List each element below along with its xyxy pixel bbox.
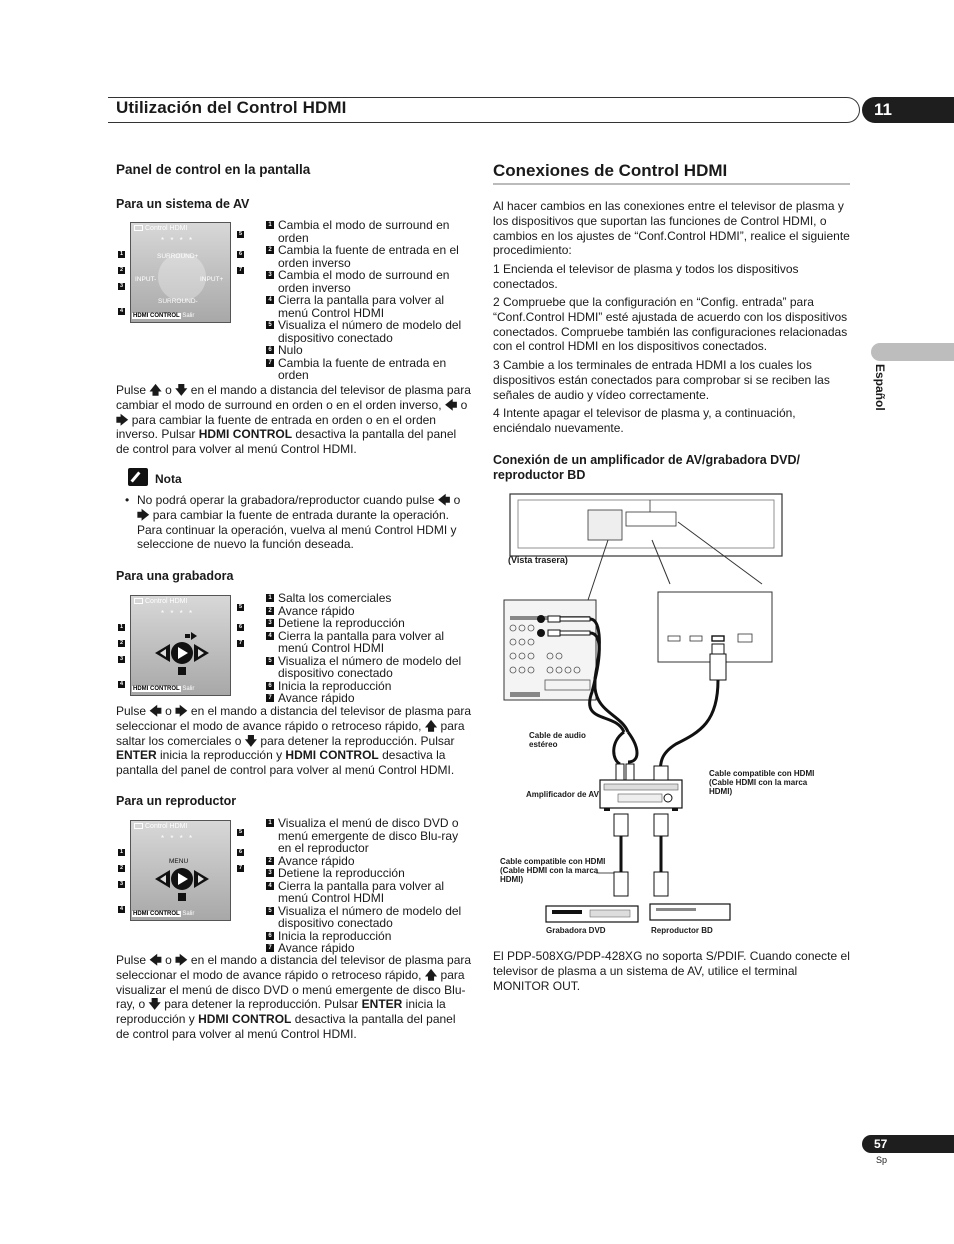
playback-controls-icon: [151, 626, 213, 678]
legend-number: 4: [266, 632, 274, 640]
legend-item: [266, 880, 466, 905]
language-label: Español: [873, 364, 887, 411]
legend-item: [266, 294, 466, 319]
legend-number: 5: [266, 657, 274, 665]
note-title: Nota: [155, 472, 182, 486]
legend-text: Avance rápido: [278, 691, 355, 705]
menu-label: MENU: [169, 858, 189, 865]
av-paragraph: Pulse 🡅 o 🡇 en el mando a distancia del televisor de plasma para cambiar el modo de surround en orden o en el orden inverso, 🡄 o 🡆 para cambiar la fuente de entrada en orden o en el orden inverso. Pulsar HDMI CONTROL desactiva la pantalla del panel de control para volver al menú Control HDMI.: [116, 383, 471, 457]
step-4: 4 Intente apagar el televisor de plasma y, a continuación, enciéndalo nuevamente.: [493, 406, 796, 435]
legend-text: Visualiza el número de modelo del dispositivo conectado: [278, 653, 462, 680]
up-arrow-icon: 🡅: [149, 383, 162, 397]
tv-icon: [134, 823, 143, 829]
legend-number: 3: [266, 619, 274, 627]
av-control-panel: [130, 222, 231, 323]
left-arrow-icon: 🡄: [149, 953, 162, 967]
player-title: Para un reproductor: [116, 794, 237, 808]
player-paragraph: Pulse 🡄 o 🡆 en el mando a distancia del televisor de plasma para seleccionar el modo de avance rápido o retroceso rápido, 🡅 para visualizar el menú de disco DVD o menú emergente de disco Blu-ray, o 🡇 para detener la reproducción. Pulsar ENTER inicia la reproducción y HDMI CONTROL desactiva la pantalla del panel de control para volver al menú Control HDMI.: [116, 953, 472, 1041]
recorder-legend: [266, 592, 466, 705]
tv-icon: [134, 598, 143, 604]
legend-text: Avance rápido: [278, 941, 355, 955]
playback-controls-icon: [151, 857, 213, 909]
legend-item: [266, 817, 466, 855]
legend-number: 2: [266, 246, 274, 254]
down-arrow-icon: 🡇: [244, 733, 258, 748]
surround-minus-label: SURROUND-: [158, 298, 198, 305]
bd-player-label: Reproductor BD: [651, 926, 713, 935]
legend-text: Detiene la reproducción: [278, 866, 405, 880]
recorder-control-panel: Control HDMI * * * * HDMI CONTROL Salir: [130, 595, 231, 696]
intro-paragraph: Al hacer cambios en las conexiones entre el televisor de plasma y los dispositivos que suportan las funciones de Control HDMI, o cambios en los ajustes de “Conf.Control HDMI”, realice el siguiente procedimiento:: [493, 199, 850, 258]
recorder-title: Para una grabadora: [116, 569, 234, 583]
left-arrow-icon: 🡄: [437, 493, 451, 507]
legend-text: Inicia la reproducción: [278, 678, 392, 693]
input-plus-label: INPUT+: [200, 276, 224, 283]
connection-subtitle: Conexión de un amplificador de AV/grabadora DVD/ reproductor BD: [493, 453, 800, 482]
step-1: 1 Encienda el televisor de plasma y todos los dispositivos conectados.: [493, 262, 799, 291]
legend-text: Cambia la fuente de entrada en el orden inverso: [278, 243, 459, 270]
legend-number: 1: [266, 221, 274, 229]
legend-number: 3: [266, 869, 274, 877]
section-title: Panel de control en la pantalla: [116, 162, 311, 177]
note-pencil-icon: [128, 468, 148, 486]
legend-text: Cambia el modo de surround en orden: [278, 218, 450, 245]
legend-item: [266, 244, 466, 269]
legend-item: [266, 269, 466, 294]
recorder-paragraph: Pulse 🡄 o 🡆 en el mando a distancia del televisor de plasma para seleccionar el modo de avance rápido o retroceso rápido, 🡅 para saltar los comerciales o 🡇 para detener la reproducción. Pulsar ENTER inicia la reproducción y HDMI CONTROL desactiva la pantalla del panel de control para volver al menú Control HDMI.: [116, 704, 472, 778]
legend-number: 5: [266, 907, 274, 915]
panel-title: Control HDMI: [145, 225, 188, 232]
up-arrow-icon: 🡅: [424, 967, 438, 982]
legend-number: 7: [266, 694, 274, 702]
down-arrow-icon: 🡇: [175, 383, 188, 397]
legend-number: 5: [266, 321, 274, 329]
legend-text: Avance rápido: [278, 853, 355, 868]
legend-item: [266, 905, 466, 930]
legend-item: [266, 655, 466, 680]
input-minus-label: INPUT-: [135, 276, 157, 283]
title-rule: [493, 183, 850, 185]
legend-number: 2: [266, 607, 274, 615]
legend-text: Inicia la reproducción: [278, 928, 392, 943]
right-arrow-icon: 🡆: [137, 507, 150, 522]
legend-item: [266, 692, 466, 705]
step-2: 2 Compruebe que la configuración en “Config. entrada” para “Conf.Control HDMI” esté ajustada de acuerdo con los dispositivos conectados. Compruebe también las configuraciones relacionadas con el control HDMI en los dispositivos conectados.: [493, 295, 848, 354]
step-3: 3 Cambie a los terminales de entrada HDMI a los cuales los dispositivos están conectados para comprobar si se reciben las señales de audio y vídeo correctamente.: [493, 358, 830, 402]
down-arrow-icon: 🡇: [148, 997, 161, 1012]
legend-number: 1: [266, 819, 274, 827]
legend-number: 4: [266, 296, 274, 304]
legend-text: Cierra la pantalla para volver al menú Control HDMI: [278, 628, 445, 655]
language-tab: [871, 343, 954, 361]
legend-number: 2: [266, 857, 274, 865]
legend-text: Cierra la pantalla para volver al menú Control HDMI: [278, 293, 445, 320]
player-legend: [266, 817, 466, 955]
language-code: Sp: [876, 1155, 888, 1165]
up-arrow-icon: 🡅: [424, 718, 438, 733]
av-title: Para un sistema de AV: [116, 197, 250, 211]
audio-cable-label: Cable de audio estéreo: [529, 731, 586, 749]
legend-item: [266, 630, 466, 655]
dvd-recorder-label: Grabadora DVD: [546, 926, 606, 935]
note-text: • No podrá operar la grabadora/reproductor cuando pulse 🡄 o 🡆 para cambiar la fuente de entrada durante la operación. Para continuar la operación, vuelva al menú Control HDMI y seleccione de nuevo la función deseada.: [125, 493, 461, 552]
amplifier-label: Amplificador de AV: [526, 790, 599, 799]
connections-title: Conexiones de Control HDMI: [493, 161, 728, 180]
surround-plus-label: SURROUND+: [157, 253, 199, 260]
legend-number: 7: [266, 944, 274, 952]
legend-item: [266, 219, 466, 244]
right-arrow-icon: 🡆: [175, 953, 188, 967]
page-header-title: Utilización del Control HDMI: [116, 98, 347, 117]
legend-text: Cambia el modo de surround en orden inverso: [278, 268, 450, 295]
legend-text: Visualiza el número de modelo del dispositivo conectado: [278, 318, 462, 345]
tv-icon: [134, 225, 143, 231]
legend-text: Avance rápido: [278, 603, 355, 618]
exit-label: Salir: [182, 312, 195, 319]
legend-text: Cambia la fuente de entrada en orden: [278, 355, 447, 382]
legend-number: 4: [266, 882, 274, 890]
legend-number: 6: [266, 932, 274, 940]
page-number: 57: [862, 1135, 954, 1153]
chapter-number: 11: [862, 97, 954, 123]
right-arrow-icon: 🡆: [116, 412, 129, 427]
player-control-panel: Control HDMI * * * * MENU HDMI CONTROL Salir: [130, 820, 231, 921]
legend-number: 7: [266, 359, 274, 367]
panel-stars: * * * *: [161, 236, 195, 245]
legend-number: 3: [266, 271, 274, 279]
legend-item: [266, 357, 466, 382]
legend-number: 1: [266, 594, 274, 602]
right-arrow-icon: 🡆: [175, 704, 188, 718]
legend-text: Cierra la pantalla para volver al menú Control HDMI: [278, 878, 445, 905]
left-arrow-icon: 🡄: [444, 397, 458, 412]
legend-text: Salta los comerciales: [278, 591, 392, 605]
legend-text: Visualiza el menú de disco DVD o menú emergente de disco Blu-ray en el reproductor: [278, 816, 459, 855]
footnote-paragraph: El PDP-508XG/PDP-428XG no soporta S/PDIF. Cuando conecte el televisor de plasma a un sistema de AV, utilice el terminal MONITOR OUT.: [493, 949, 850, 993]
legend-number: 6: [266, 682, 274, 690]
legend-text: Nulo: [278, 343, 303, 357]
legend-number: 6: [266, 346, 274, 354]
hdmi-control-label: HDMI CONTROL: [133, 312, 180, 319]
legend-text: Visualiza el número de modelo del dispositivo conectado: [278, 903, 462, 930]
av-legend: [266, 219, 466, 382]
rear-view-label: (Vista trasera): [508, 555, 568, 565]
legend-text: Detiene la reproducción: [278, 616, 405, 630]
left-arrow-icon: 🡄: [149, 704, 162, 718]
hdmi-cable-right-label: Cable compatible con HDMI (Cable HDMI con la marca HDMI): [709, 769, 815, 796]
legend-item: [266, 319, 466, 344]
hdmi-cable-left-label: Cable compatible con HDMI (Cable HDMI con la marca HDMI): [500, 857, 606, 884]
